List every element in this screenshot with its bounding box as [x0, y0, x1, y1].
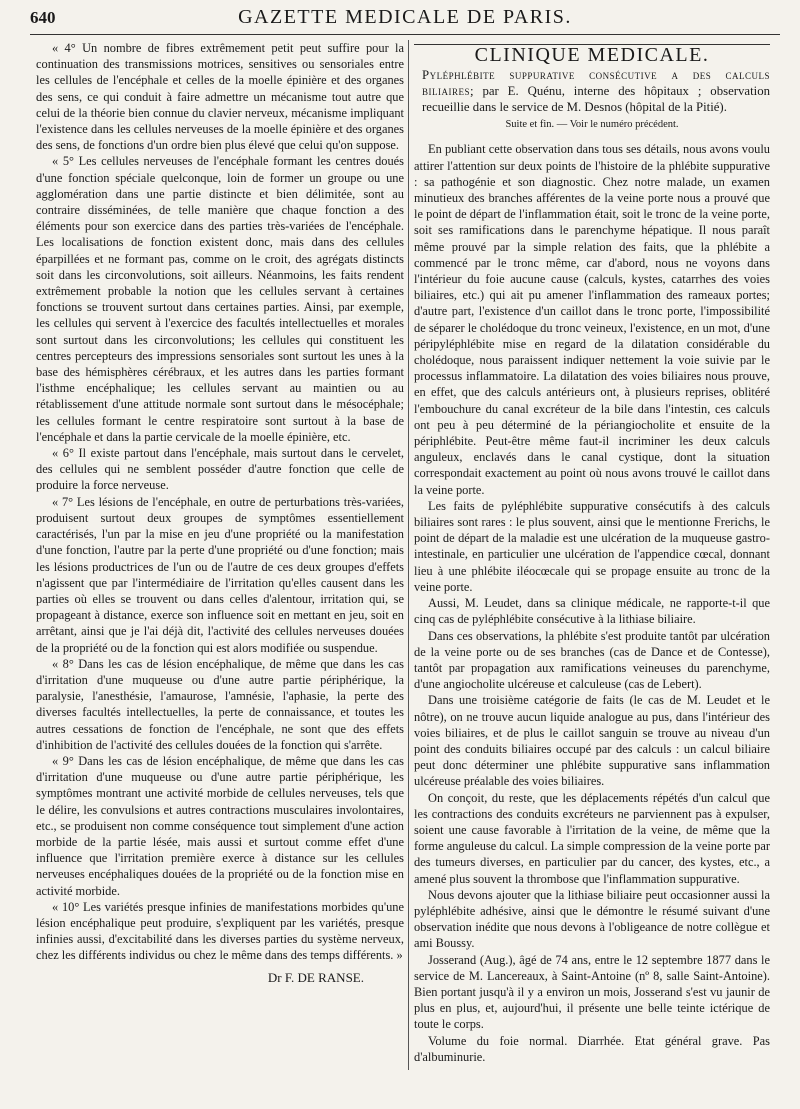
article-title [414, 67, 770, 115]
left-paragraph: « 9° Dans les cas de lésion encéphalique, de même que dans les cas d'irritation d'une muqueuse ou d'une autre partie périphérique, les symptômes montrant une activité morbide de cellules nerveuses, tels que le délire, les convulsions et autres contractions musculaires involontaires, etc., se produisent non comme conséquence tout simplement d'une action morbide de la partie lésée, mais aussi et surtout comme effet d'une influence que l'irritation première exerce à distance sur les cellules nerveuses encéphaliques douées de la propriété ou de la fonction mise en activité morbide. [36, 753, 404, 898]
continuation-note: Suite et fin. — Voir le numéro précédent. [505, 119, 679, 131]
page-header [30, 4, 780, 35]
left-paragraph: « 10° Les variétés presque infinies de manifestations morbides qu'une lésion encéphalique peut produire, s'expliquent par les variétés, presque infinies aussi, d'excitabilité dans les diverses parties du système nerveux, chez les différents individus ou chez le même dans des temps différents. » [36, 899, 404, 963]
left-paragraph: « 7° Les lésions de l'encéphale, en outre de perturbations très-variées, produisent surtout deux groupes de symptômes essentiellement caractérisés, l'un par la mise en jeu d'une propriété ou la manifestation d'une fonction, l'autre par la perte d'une propriété ou d'une fonction; mais les lésions productrices de l'un ou de l'autre de ces deux groupes d'effets n'agissent que par l'intermédiaire de l'irritation qu'elles causent dans les parties où elles se trouvent ou dans celles d'alentour, irritation qui, se propageant à distance, exerce son influence soit en mettant en jeu, soit en arrêtant, ainsi que je l'ai déjà dit, l'activité des cellules nerveuses douées de la propriété ou de la fonction qui est alors modifiée ou suspendue. [36, 494, 404, 655]
right-paragraph: En publiant cette observation dans tous ses détails, nous avons voulu attirer l'attention sur deux points de l'histoire de la phlébite suppurative : sa pathogénie et son diagnostic. Chez notre malade, un examen minutieux des branches afférentes de la veine porte nous a prouvé que le point de départ de l'inflammation était, soit le tronc de la veine porte, soit ses ramifications dans le parenchyme hépatique. Il nous paraît même prouvé par la simple relation des faits, que la phlébite a commencé par le tronc même, car d'abord, nous ne voyons dans l'intérieur du foie aucune cause (calculs, kystes, catarrhes des voies biliaires, etc.) qui ait pu amener l'inflammation des rameaux portes; d'autre part, l'existence d'un caillot dans le tronc porte, l'impossibilité de séparer le cholédoque du tronc veineux, l'existence, en un mot, d'une péripyléphlébite mise en regard de la dilatation considérable du cholédoque, nous paraissent indiquer nettement la voie suivie par le processus inflammatoire. La dilatation des voies biliaires nous prouve, en effet, que des calculs antérieurs ont, à plusieurs reprises, oblitéré l'embouchure du canal excréteur de la bile dans l'intestin, ces calculs ont peu à peu déterminé de la périangiocholite et ensuite de la périphlébite. Peut-être même faut-il incriminer les deux calculs anguleux, enclavés dans le canal cystique, dont la situation correspondait exactement au point où nous avons trouvé le caillot dans la veine porte. [414, 142, 770, 497]
right-paragraph: Dans une troisième catégorie de faits (le cas de M. Leudet et le nôtre), on ne trouve aucun liquide analogue au pus, dans l'intérieur des voies biliaires, et de plus le caillot sanguin se trouve au niveau d'un point des conduits biliaires occupé par des calculs : un calcul biliaire peut donc déterminer une phlébite suppurative sans inflammation ulcéreuse préalable des voies biliaires. [414, 693, 770, 789]
left-paragraph: « 6° Il existe partout dans l'encéphale, mais surtout dans le cervelet, des cellules qui ne semblent posséder d'autre fonction que celle de produire la force nerveuse. [36, 446, 404, 493]
right-paragraph: Nous devons ajouter que la lithiase biliaire peut occasionner aussi la pyléphlébite adhésive, ainsi que le démontre le résumé suivant d'une observation inédite que nous devons à l'obligeance de notre collègue et ami Boussy. [414, 887, 770, 951]
left-column [36, 40, 404, 1100]
article-title-lead: Pyléphlébite suppurative consécutive a des calculs biliaires [422, 68, 770, 99]
left-paragraph: « 4° Un nombre de fibres extrêmement petit peut suffire pour la continuation des transmissions motrices, sensitives ou sensoriales entre les cellules de l'encéphale et celles de la moelle épinière et des organes des sens, ce qui conduit à faire admettre un mécanisme tout autre que celui de la théorie bien connue du clavier nerveux, mécanisme impliquant l'existence dans les cellules nerveuses de la moelle épinière et des organes des sens, de fonctions d'un ordre bien plus élevé que celui qu'on suppose. [36, 41, 404, 153]
journal-title: GAZETTE MEDICALE DE PARIS. [238, 6, 572, 28]
right-paragraph: Josserand (Aug.), âgé de 74 ans, entre le 12 septembre 1877 dans le service de M. Lancereaux, à Saint-Antoine (nº 8, salle Saint-Antoine). Bien portant jusqu'à il y a environ un mois, Josserand s'est vu jaunir de plus en plus, et, aujourd'hui, il présente une belle teinte ictérique de toute le corps. [414, 952, 770, 1032]
left-paragraph: « 5° Les cellules nerveuses de l'encéphale formant les centres doués d'une fonction spéciale quelconque, loin de former un groupe ou une agglomération dans une partie distincte et bien délimitée, sont au contraire disséminées, de telle manière que chaque fonction a des éléments pour son exercice dans des parties très-variées de l'encéphale. Les localisations de fonction existent donc, mais dans des cellules éparpillées et ne formant pas, comme on le croit, des agrégats distincts soit dans les circonvolutions, soit ailleurs. Néanmoins, les faits rendent extrêmement probable la notion que les cellules servant à certaines fonctions se trouvent surtout dans certaines parties. Ainsi, par exemple, les cellules qui servent à l'exercice des facultés intellectuelles et morales sont surtout dans les circonvolutions; les cellules qui constituent les centres percepteurs des impressions sensoriales sont surtout les unes à la base des hémisphères cérébraux, et les autres dans les parties formant l'isthme encéphalique; les cellules servant au maintien ou au rétablissement d'une attitude normale sont surtout dans le mésocéphale; les cellules formant le centre respiratoire sont surtout à la base de l'encéphale et dans la partie cervicale de la moelle épinière, etc. [36, 154, 404, 444]
left-paragraph: « 8° Dans les cas de lésion encéphalique, de même que dans les cas d'irritation d'une muqueuse ou d'une autre partie périphérique, la paralysie, l'anesthésie, l'amaurose, l'amnésie, l'aphasie, la perte des diverses facultés intellectuelles, la perte de connaissance, et toutes les autres cessations de fonction de l'encéphale, ne sont que des effets d'inhibition de l'activité des cellules douées de la fonction qui s'arrête. [36, 656, 404, 752]
right-paragraph: Volume du foie normal. Diarrhée. Etat général grave. Pas d'albuminurie. [414, 1033, 770, 1064]
right-paragraph: Les faits de pyléphlébite suppurative consécutifs à des calculs biliaires sont rares : le plus souvent, ainsi que le mentionne Frerichs, le point de départ de la maladie est une ulcération de la muqueuse gastro-intestinale, en particulier une ulcération de l'appendice cœcal, donnant lieu à une phlébite iléocœcale qui se propage ensuite au tronc de la veine porte. [414, 498, 770, 594]
right-paragraph: On conçoit, du reste, que les déplacements répétés d'un calcul que les contractions des conduits excréteurs ne parviennent pas à expulser, soient une cause favorable à l'irritation de la veine, de même que la forme anguleuse du calcul. La simple compression de la veine porte par des tumeurs diverses, en particulier par du cancer, des kystes, etc., a amené plus souvent la thrombose que l'inflammation suppurative. [414, 790, 770, 886]
right-paragraph: Dans ces observations, la phlébite s'est produite tantôt par ulcération de la veine porte ou de ses branches (cas de Dance et de Contesse), tantôt par propagation aux ramifications veineuses du parenchyme, d'une angiocholite ulcéreuse et calculeuse (cas de Lebert). [414, 628, 770, 692]
right-column [414, 40, 770, 1100]
column-divider [408, 40, 409, 1070]
author-signature: Dr F. DE RANSE. [267, 969, 364, 985]
article-title-rest: ; par E. Quénu, interne des hôpitaux ; observation recueillie dans le service de M. Desnos (hôpital de la Pitié). [422, 84, 770, 115]
right-paragraph: Aussi, M. Leudet, dans sa clinique médicale, ne rapporte-t-il que cinq cas de pyléphlébite consécutive à la lithiase biliaire. [414, 596, 770, 627]
section-title: CLINIQUE MEDICALE. [414, 44, 770, 63]
page-number: 640 [30, 8, 56, 27]
